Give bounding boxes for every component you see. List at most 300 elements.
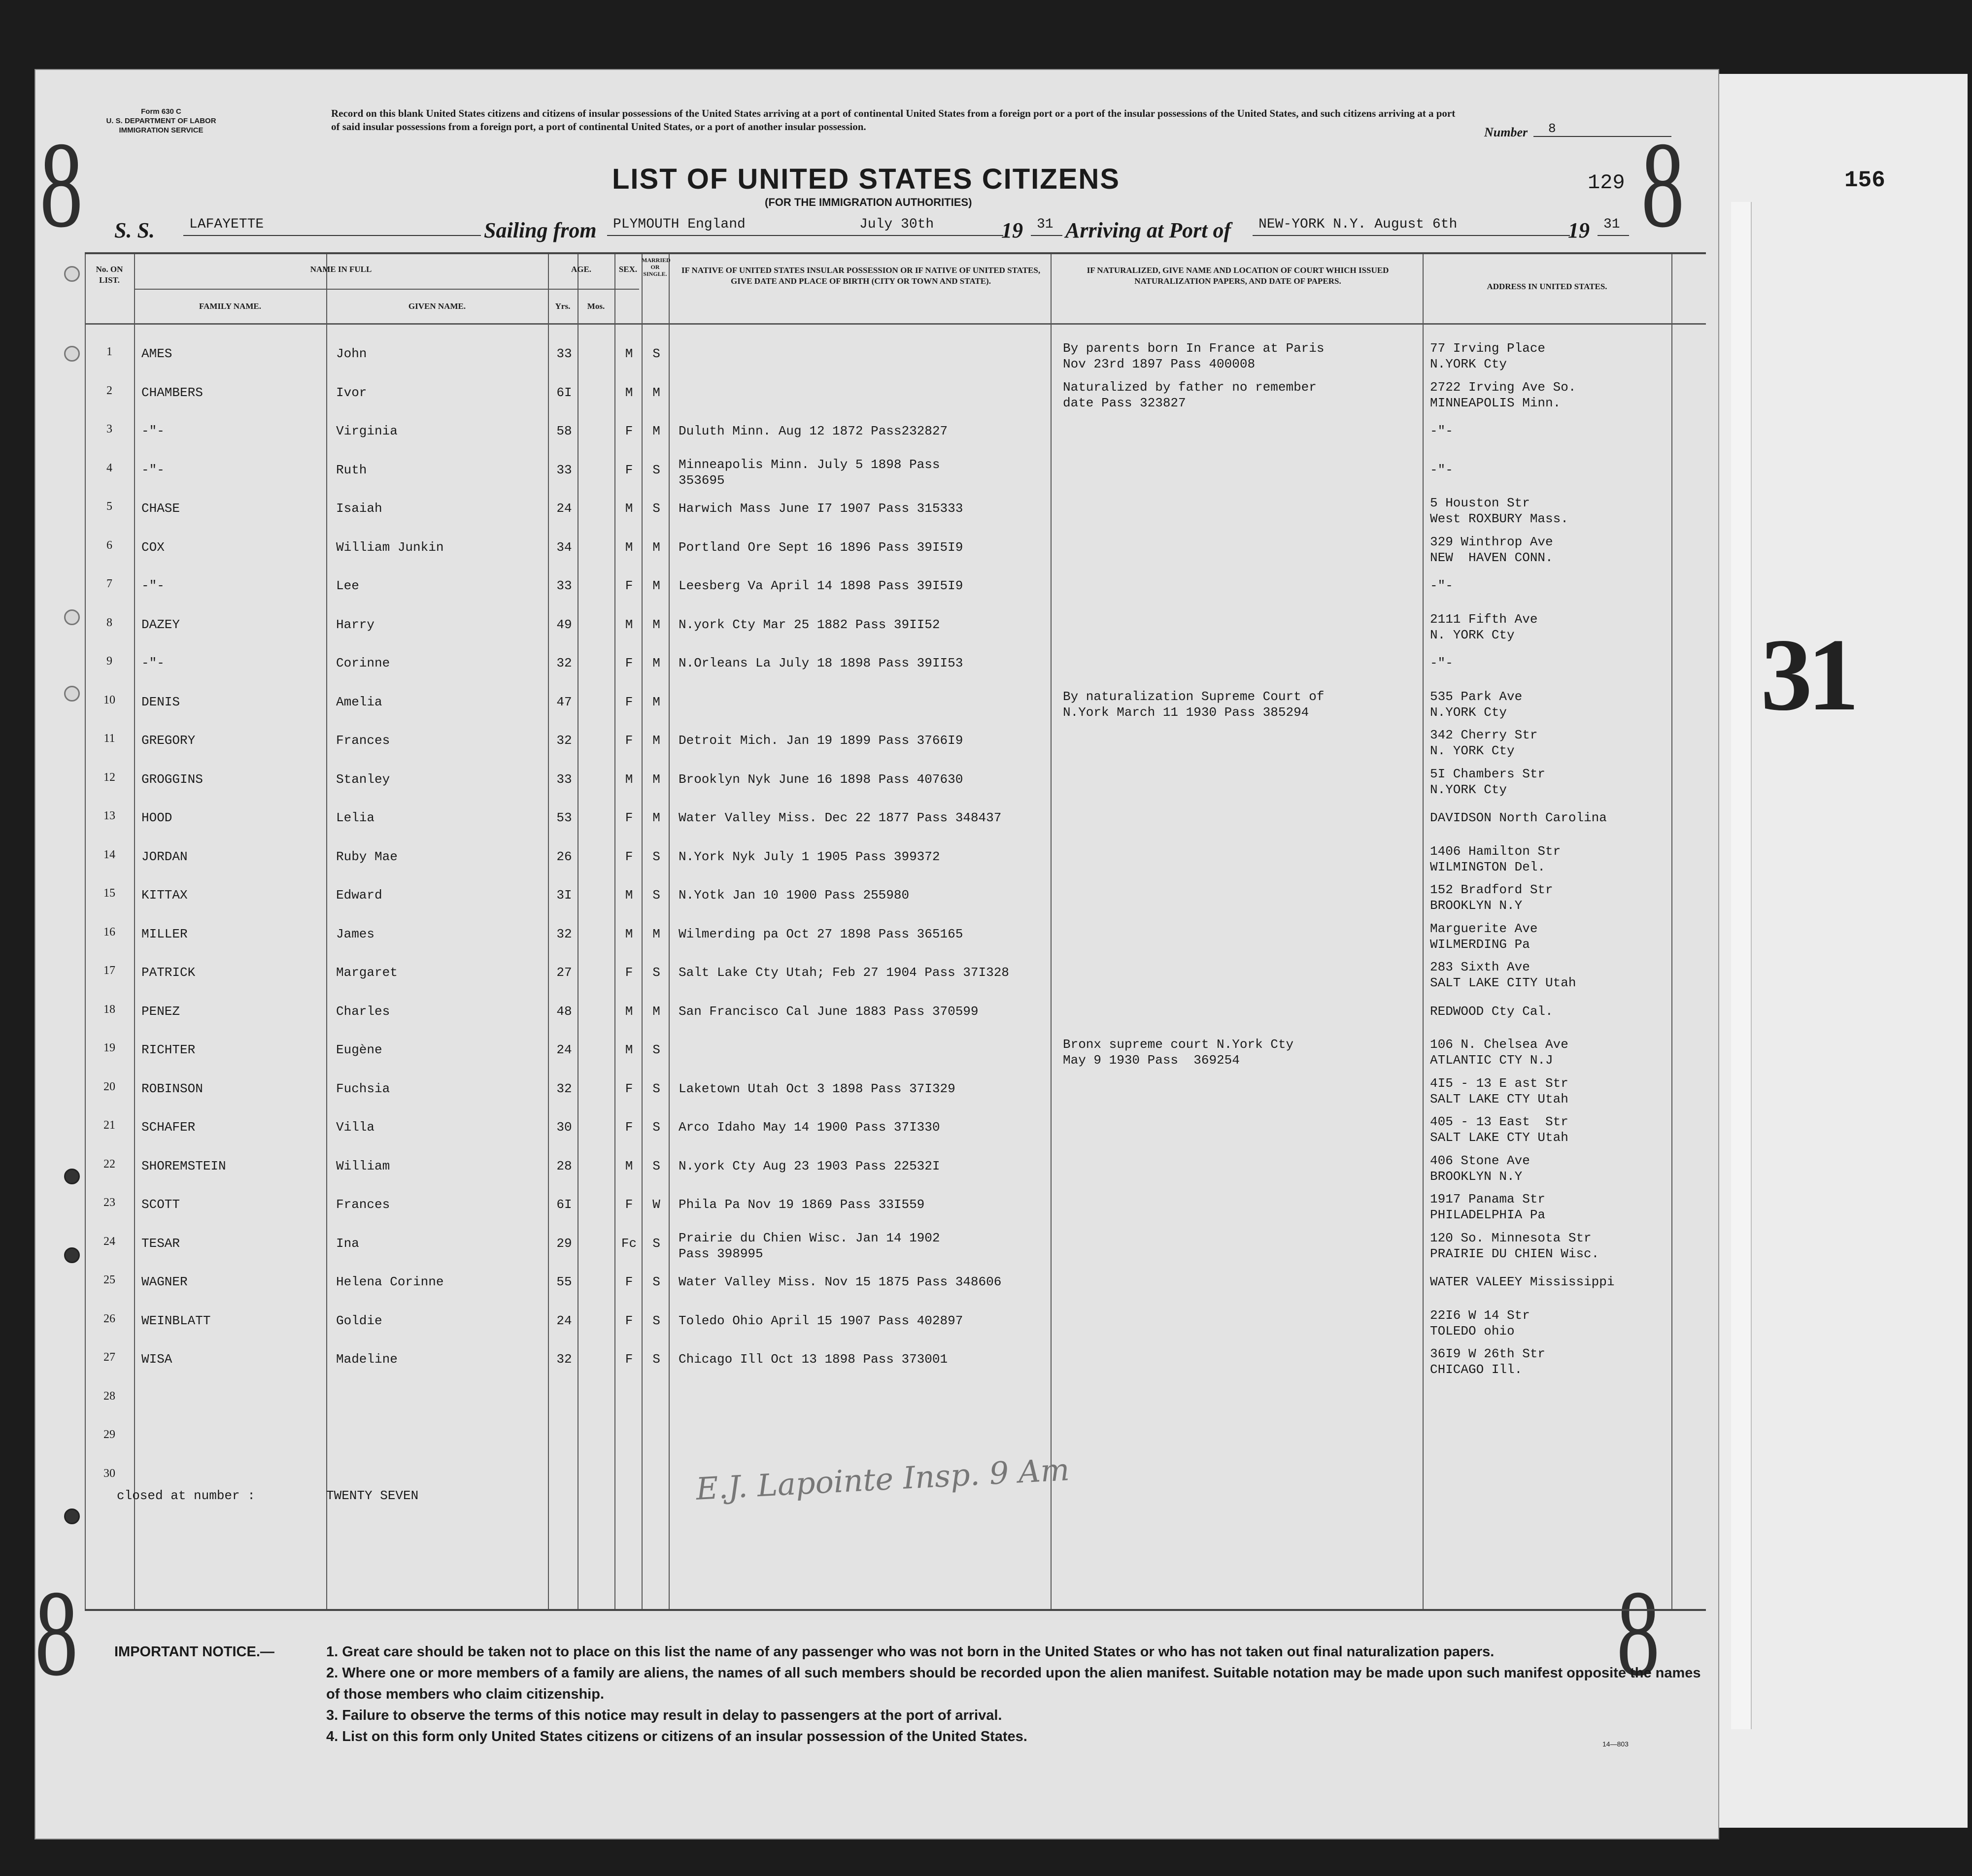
family-name: SCOTT (141, 1197, 180, 1212)
address: 5I Chambers Str N.YORK Cty (1430, 766, 1546, 797)
address: Marguerite Ave WILMERDING Pa (1430, 921, 1538, 952)
row-number: 15 (103, 887, 115, 900)
given-name: Lee (336, 578, 359, 593)
marital-status: S (652, 501, 660, 516)
table-row (85, 1148, 1706, 1186)
arrival-year-prefix: 19 (1568, 218, 1590, 242)
birth-place: Phila Pa Nov 19 1869 Pass 33I559 (679, 1197, 925, 1212)
row-number: 6 (106, 538, 112, 552)
row-number: 21 (103, 1119, 115, 1132)
sex: F (625, 810, 633, 825)
notice-item-4: 4. List on this form only United States citizens or citizens of an insular possession of the United States. (326, 1729, 1027, 1744)
sex: F (625, 1352, 633, 1367)
given-name: Lelia (336, 810, 375, 825)
address: -"- (1430, 656, 1453, 670)
row-number: 10 (103, 693, 115, 706)
age-years: 32 (556, 733, 572, 748)
table-row (85, 916, 1706, 954)
notice-lead: IMPORTANT NOTICE.— (114, 1644, 274, 1660)
table-row (85, 1341, 1706, 1379)
family-name: CHASE (141, 501, 180, 516)
age-years: 33 (556, 578, 572, 593)
marital-status: M (652, 926, 660, 941)
table-row (85, 1186, 1706, 1225)
birth-place: N.york Cty Aug 23 1903 Pass 22532I (679, 1158, 940, 1173)
given-name: Virginia (336, 424, 398, 438)
row-number: 1 (106, 345, 112, 358)
birth-place: Leesberg Va April 14 1898 Pass 39I5I9 (679, 578, 963, 593)
header-name: NAME IN FULL (310, 265, 372, 274)
address: 22I6 W 14 Str TOLEDO ohio (1430, 1307, 1530, 1339)
row-number: 13 (103, 809, 115, 822)
passenger-table (85, 252, 1706, 1611)
sex: F (625, 733, 633, 748)
address: 5 Houston Str West ROXBURY Mass. (1430, 496, 1568, 526)
marital-status: S (652, 462, 660, 477)
marital-status: M (652, 694, 660, 709)
row-number: 18 (103, 1003, 115, 1016)
form-identifier: Form 630 C U. S. DEPARTMENT OF LABOR IMMIGRATION SERVICE (106, 107, 216, 134)
table-row (85, 335, 1706, 374)
family-name: AMES (141, 346, 172, 361)
age-years: 58 (556, 424, 572, 438)
sex: Fc (621, 1236, 637, 1251)
row-number: 5 (106, 500, 112, 513)
given-name: Goldie (336, 1313, 382, 1328)
age-years: 6I (556, 385, 572, 400)
marital-status: S (652, 1236, 660, 1251)
row-number: 23 (103, 1196, 115, 1209)
given-name: Edward (336, 888, 382, 903)
header-address: ADDRESS IN UNITED STATES. (1487, 282, 1607, 291)
age-years: 28 (556, 1158, 572, 1173)
sex: F (625, 849, 633, 864)
given-name: Isaiah (336, 501, 382, 516)
family-name: COX (141, 539, 165, 555)
table-row (85, 1418, 1706, 1457)
departure-year: 31 (1031, 217, 1062, 236)
birth-place: Toledo Ohio April 15 1907 Pass 402897 (679, 1313, 963, 1328)
sex: F (625, 1197, 633, 1212)
family-name: MILLER (141, 926, 188, 941)
table-row (85, 877, 1706, 915)
age-years: 34 (556, 539, 572, 555)
given-name: Helena Corinne (336, 1274, 444, 1289)
family-name: -"- (141, 424, 165, 438)
birth-place: Minneapolis Minn. July 5 1898 Pass 353695 (679, 457, 940, 488)
address: 77 Irving Place N.YORK Cty (1430, 341, 1546, 371)
row-number: 2 (106, 384, 112, 397)
sex: F (625, 1081, 633, 1096)
sex: M (625, 1004, 633, 1019)
marital-status: S (652, 1274, 660, 1289)
age-years: 30 (556, 1120, 572, 1135)
family-name: WAGNER (141, 1274, 188, 1289)
family-name: -"- (141, 462, 165, 477)
binder-hole (64, 346, 80, 362)
binder-hole (64, 1247, 80, 1263)
marital-status: S (652, 965, 660, 980)
marital-status: S (652, 1120, 660, 1135)
family-name: KITTAX (141, 888, 188, 903)
birth-place: Chicago Ill Oct 13 1898 Pass 373001 (679, 1352, 948, 1367)
header-given: GIVEN NAME. (408, 302, 466, 311)
age-years: 24 (556, 1042, 572, 1057)
address: 1406 Hamilton Str WILMINGTON Del. (1430, 843, 1561, 874)
binder-hole (64, 686, 80, 702)
sex: F (625, 424, 633, 438)
address: DAVIDSON North Carolina (1430, 810, 1607, 825)
birth-place: Salt Lake Cty Utah; Feb 27 1904 Pass 37I328 (679, 965, 1009, 980)
table-row (85, 1225, 1706, 1264)
naturalization: Naturalized by father no remember date Pass 323827 (1063, 379, 1317, 410)
address: 106 N. Chelsea Ave ATLANTIC CTY N.J (1430, 1037, 1568, 1068)
table-row (85, 1071, 1706, 1109)
marital-status: M (652, 733, 660, 748)
row-number: 29 (103, 1428, 115, 1441)
age-years: 48 (556, 1004, 572, 1019)
departure-date: July 30th (853, 217, 1003, 236)
ss-label: S. S. (114, 218, 155, 242)
table-row (85, 761, 1706, 800)
sex: F (625, 656, 633, 670)
corner-mark-top-left: 8 (39, 117, 83, 253)
header-naturalized: IF NATURALIZED, GIVE NAME AND LOCATION OF COURT WHICH ISSUED NATURALIZATION PAPERS, AND DATE OF PAPERS. (1087, 266, 1389, 286)
given-name: Frances (336, 1197, 390, 1212)
family-name: DENIS (141, 694, 180, 709)
given-name: Ina (336, 1236, 359, 1251)
family-name: RICHTER (141, 1042, 196, 1057)
marital-status: M (652, 617, 660, 632)
address: 405 - 13 East Str SALT LAKE CTY Utah (1430, 1114, 1568, 1145)
sex: M (625, 1042, 633, 1057)
given-name: Ruby Mae (336, 849, 398, 864)
table-row (85, 568, 1706, 606)
family-name: HOOD (141, 810, 172, 825)
row-number: 9 (106, 655, 112, 668)
row-number: 12 (103, 770, 115, 784)
row-number: 11 (103, 732, 115, 745)
row-number: 20 (103, 1080, 115, 1093)
given-name: Stanley (336, 771, 390, 787)
marital-status: M (652, 578, 660, 593)
family-name: SCHAFER (141, 1120, 196, 1135)
binder-hole (64, 1508, 80, 1524)
page-subtitle: (FOR THE IMMIGRATION AUTHORITIES) (765, 196, 972, 208)
ship-name: LAFAYETTE (183, 217, 481, 236)
given-name: Amelia (336, 694, 382, 709)
address: REDWOOD Cty Cal. (1430, 1004, 1553, 1019)
family-name: GREGORY (141, 733, 196, 748)
given-name: Corinne (336, 656, 390, 670)
marital-status: M (652, 656, 660, 670)
naturalization: By parents born In France at Paris Nov 23rd 1897 Pass 400008 (1063, 341, 1325, 371)
sex: M (625, 346, 633, 361)
sex: M (625, 888, 633, 903)
given-name: James (336, 926, 375, 941)
notice-item-3: 3. Failure to observe the terms of this notice may result in delay to passengers at the port of arrival. (326, 1708, 1002, 1723)
row-number: 17 (103, 964, 115, 977)
age-years: 33 (556, 771, 572, 787)
family-name: JORDAN (141, 849, 188, 864)
family-name: TESAR (141, 1236, 180, 1251)
marital-status: M (652, 385, 660, 400)
table-row (85, 1264, 1706, 1302)
binder-hole (64, 266, 80, 282)
sailing-label: Sailing from (484, 218, 597, 242)
birth-place: Laketown Utah Oct 3 1898 Pass 37I329 (679, 1081, 955, 1096)
age-years: 24 (556, 501, 572, 516)
sex: F (625, 965, 633, 980)
page-title: LIST OF UNITED STATES CITIZENS (612, 163, 1120, 195)
marital-status: S (652, 1313, 660, 1328)
birth-place: Portland Ore Sept 16 1896 Pass 39I5I9 (679, 539, 963, 555)
address: 406 Stone Ave BROOKLYN N.Y (1430, 1153, 1530, 1184)
adjacent-page (1690, 74, 1968, 1828)
row-number: 28 (103, 1389, 115, 1403)
marital-status: S (652, 1042, 660, 1057)
arrival-port: NEW-YORK N.Y. August 6th (1253, 217, 1570, 236)
marital-status: M (652, 1004, 660, 1019)
age-years: 53 (556, 810, 572, 825)
row-number: 14 (103, 848, 115, 861)
birth-place: Water Valley Miss. Dec 22 1877 Pass 348437 (679, 810, 1002, 825)
age-years: 33 (556, 462, 572, 477)
age-years: 55 (556, 1274, 572, 1289)
row-number: 8 (106, 616, 112, 629)
header-sex: SEX. (618, 265, 638, 274)
marital-status: S (652, 346, 660, 361)
sex: M (625, 501, 633, 516)
age-years: 32 (556, 1352, 572, 1367)
table-row (85, 993, 1706, 1032)
row-number: 22 (103, 1157, 115, 1171)
family-name: GROGGINS (141, 771, 203, 787)
marital-status: M (652, 771, 660, 787)
address: 120 So. Minnesota Str PRAIRIE DU CHIEN Wisc. (1430, 1230, 1599, 1261)
sex: F (625, 578, 633, 593)
family-name: -"- (141, 656, 165, 670)
row-number: 26 (103, 1312, 115, 1325)
age-years: 29 (556, 1236, 572, 1251)
sex: M (625, 539, 633, 555)
marital-status: S (652, 849, 660, 864)
header-birth: IF NATIVE OF UNITED STATES INSULAR POSSESSION OR IF NATIVE OF UNITED STATES, GIVE DATE AND PLACE OF BIRTH (CITY OR TOWN AND STATE). (681, 266, 1041, 286)
row-number: 7 (106, 577, 112, 590)
address: 535 Park Ave N.YORK Cty (1430, 689, 1523, 720)
header-mos: Mos. (587, 302, 605, 311)
table-row (85, 1032, 1706, 1070)
naturalization: By naturalization Supreme Court of N.York March 11 1930 Pass 385294 (1063, 689, 1325, 720)
table-row (85, 1380, 1706, 1418)
sheet-number: 129 (1588, 171, 1625, 195)
given-name: John (336, 346, 367, 361)
marital-status: M (652, 539, 660, 555)
given-name: Harry (336, 617, 375, 632)
sex: F (625, 1274, 633, 1289)
year-prefix: 19 (1001, 218, 1023, 242)
table-row (85, 684, 1706, 722)
header-age: AGE. (571, 265, 592, 274)
age-years: 26 (556, 849, 572, 864)
birth-place: N.Yotk Jan 10 1900 Pass 255980 (679, 888, 910, 903)
sex: M (625, 385, 633, 400)
family-name: -"- (141, 578, 165, 593)
family-name: WISA (141, 1352, 172, 1367)
sex: F (625, 694, 633, 709)
table-row (85, 722, 1706, 761)
header-yrs: Yrs. (555, 302, 571, 311)
age-years: 32 (556, 1081, 572, 1096)
marital-status: S (652, 1352, 660, 1367)
birth-place: N.york Cty Mar 25 1882 Pass 39II52 (679, 617, 940, 632)
marital-status: W (652, 1197, 660, 1212)
form-code: 14—803 (1602, 1740, 1629, 1748)
naturalization: Bronx supreme court N.York Cty May 9 1930 Pass 369254 (1063, 1037, 1294, 1068)
table-row (85, 800, 1706, 838)
address: 329 Winthrop Ave NEW HAVEN CONN. (1430, 534, 1553, 565)
table-row (85, 490, 1706, 529)
table-row (85, 838, 1706, 877)
address: WATER VALEEY Mississippi (1430, 1274, 1615, 1289)
table-row (85, 645, 1706, 683)
marital-status: S (652, 888, 660, 903)
address: 4I5 - 13 E ast Str SALT LAKE CTY Utah (1430, 1075, 1568, 1106)
address: -"- (1430, 424, 1453, 438)
family-name: PENEZ (141, 1004, 180, 1019)
header-family: FAMILY NAME. (199, 302, 261, 311)
arrival-year: 31 (1598, 217, 1629, 236)
stamp-number: 31 (1761, 618, 1854, 732)
row-number: 19 (103, 1041, 115, 1054)
corner-mark-bottom-left: 8 (34, 1565, 78, 1702)
age-years: 33 (556, 346, 572, 361)
sex: F (625, 462, 633, 477)
address: 152 Bradford Str BROOKLYN N.Y (1430, 882, 1553, 913)
birth-place: Brooklyn Nyk June 16 1898 Pass 407630 (679, 771, 963, 787)
birth-place: N.Orleans La July 18 1898 Pass 39II53 (679, 656, 963, 670)
marital-status: S (652, 1158, 660, 1173)
table-row (85, 413, 1706, 451)
birth-place: Water Valley Miss. Nov 15 1875 Pass 348606 (679, 1274, 1002, 1289)
given-name: Charles (336, 1004, 390, 1019)
age-years: 6I (556, 1197, 572, 1212)
address: 2722 Irving Ave So. MINNEAPOLIS Minn. (1430, 379, 1576, 410)
notice-list (326, 1642, 1706, 1747)
birth-place: Arco Idaho May 14 1900 Pass 37I330 (679, 1120, 940, 1135)
address: 2111 Fifth Ave N. YORK Cty (1430, 611, 1538, 642)
family-name: ROBINSON (141, 1081, 203, 1096)
marital-status: M (652, 810, 660, 825)
given-name: Margaret (336, 965, 398, 980)
binder-hole (64, 1169, 80, 1184)
table-row (85, 1303, 1706, 1341)
birth-place: Detroit Mich. Jan 19 1899 Pass 3766I9 (679, 733, 963, 748)
age-years: 24 (556, 1313, 572, 1328)
record-instructions: Record on this blank United States citizens and citizens of insular possessions of the United States arriving at a port of continental United States from a foreign port or a port of the insular possessions of the United States, and such citizens arriving at a port of said insular possessions from a foreign port, a port of continental United States, or a port of another insular possession. (331, 107, 1456, 133)
page-number: 156 (1844, 168, 1885, 193)
address: 283 Sixth Ave SALT LAKE CITY Utah (1430, 960, 1576, 990)
family-name: CHAMBERS (141, 385, 203, 400)
age-years: 3I (556, 888, 572, 903)
header-married: MARRIED OR SINGLE. (642, 257, 671, 277)
departure-port: PLYMOUTH England (607, 217, 875, 236)
birth-place: San Francisco Cal June 1883 Pass 370599 (679, 1004, 979, 1019)
birth-place: Duluth Minn. Aug 12 1872 Pass232827 (679, 424, 948, 438)
table-row (85, 452, 1706, 490)
row-number: 24 (103, 1235, 115, 1248)
corner-mark-top-right: 8 (1641, 117, 1685, 253)
given-name: Eugène (336, 1042, 382, 1057)
given-name: Fuchsia (336, 1081, 390, 1096)
header-no: No. ON LIST. (96, 265, 123, 285)
manifest-sheet (34, 69, 1719, 1840)
birth-place: Harwich Mass June I7 1907 Pass 315333 (679, 501, 963, 516)
row-number: 3 (106, 423, 112, 436)
age-years: 32 (556, 926, 572, 941)
family-name: DAZEY (141, 617, 180, 632)
given-name: Villa (336, 1120, 375, 1135)
closed-note: closed at number : (117, 1488, 255, 1503)
table-row (85, 954, 1706, 993)
table-row (85, 606, 1706, 645)
address: -"- (1430, 578, 1453, 593)
marital-status: S (652, 1081, 660, 1096)
sex: M (625, 1158, 633, 1173)
sex: M (625, 771, 633, 787)
age-years: 49 (556, 617, 572, 632)
given-name: Madeline (336, 1352, 398, 1367)
family-name: SHOREMSTEIN (141, 1158, 226, 1173)
table-row (85, 1109, 1706, 1147)
family-name: WEINBLATT (141, 1313, 211, 1328)
row-number: 30 (103, 1467, 115, 1480)
row-number: 25 (103, 1273, 115, 1286)
closed-number: TWENTY SEVEN (326, 1488, 419, 1503)
address: 36I9 W 26th Str CHICAGO Ill. (1430, 1346, 1546, 1377)
birth-place: Prairie du Chien Wisc. Jan 14 1902 Pass 398995 (679, 1230, 940, 1261)
corner-mark-bottom-right: 8 (1616, 1565, 1660, 1702)
birth-place: Wilmerding pa Oct 27 1898 Pass 365165 (679, 926, 963, 941)
age-years: 32 (556, 656, 572, 670)
inspector-signature: E.J. Lapointe Insp. 9 Am (695, 1451, 1071, 1507)
given-name: Ruth (336, 462, 367, 477)
number-value: 8 (1533, 121, 1671, 137)
sex: M (625, 926, 633, 941)
given-name: Frances (336, 733, 390, 748)
age-years: 47 (556, 694, 572, 709)
address: 1917 Panama Str PHILADELPHIA Pa (1430, 1192, 1546, 1222)
binder-hole (64, 609, 80, 625)
address: 342 Cherry Str N. YORK Cty (1430, 728, 1538, 758)
number-label: Number (1484, 125, 1528, 139)
marital-status: M (652, 424, 660, 438)
given-name: Ivor (336, 385, 367, 400)
row-number: 16 (103, 925, 115, 938)
row-number: 27 (103, 1351, 115, 1364)
table-row (85, 374, 1706, 413)
page-stub (1731, 202, 1752, 1729)
table-row (85, 529, 1706, 568)
sex: F (625, 1120, 633, 1135)
given-name: William (336, 1158, 390, 1173)
address: -"- (1430, 462, 1453, 477)
given-name: William Junkin (336, 539, 444, 555)
birth-place: N.York Nyk July 1 1905 Pass 399372 (679, 849, 940, 864)
sex: M (625, 617, 633, 632)
row-number: 4 (106, 461, 112, 474)
family-name: PATRICK (141, 965, 196, 980)
